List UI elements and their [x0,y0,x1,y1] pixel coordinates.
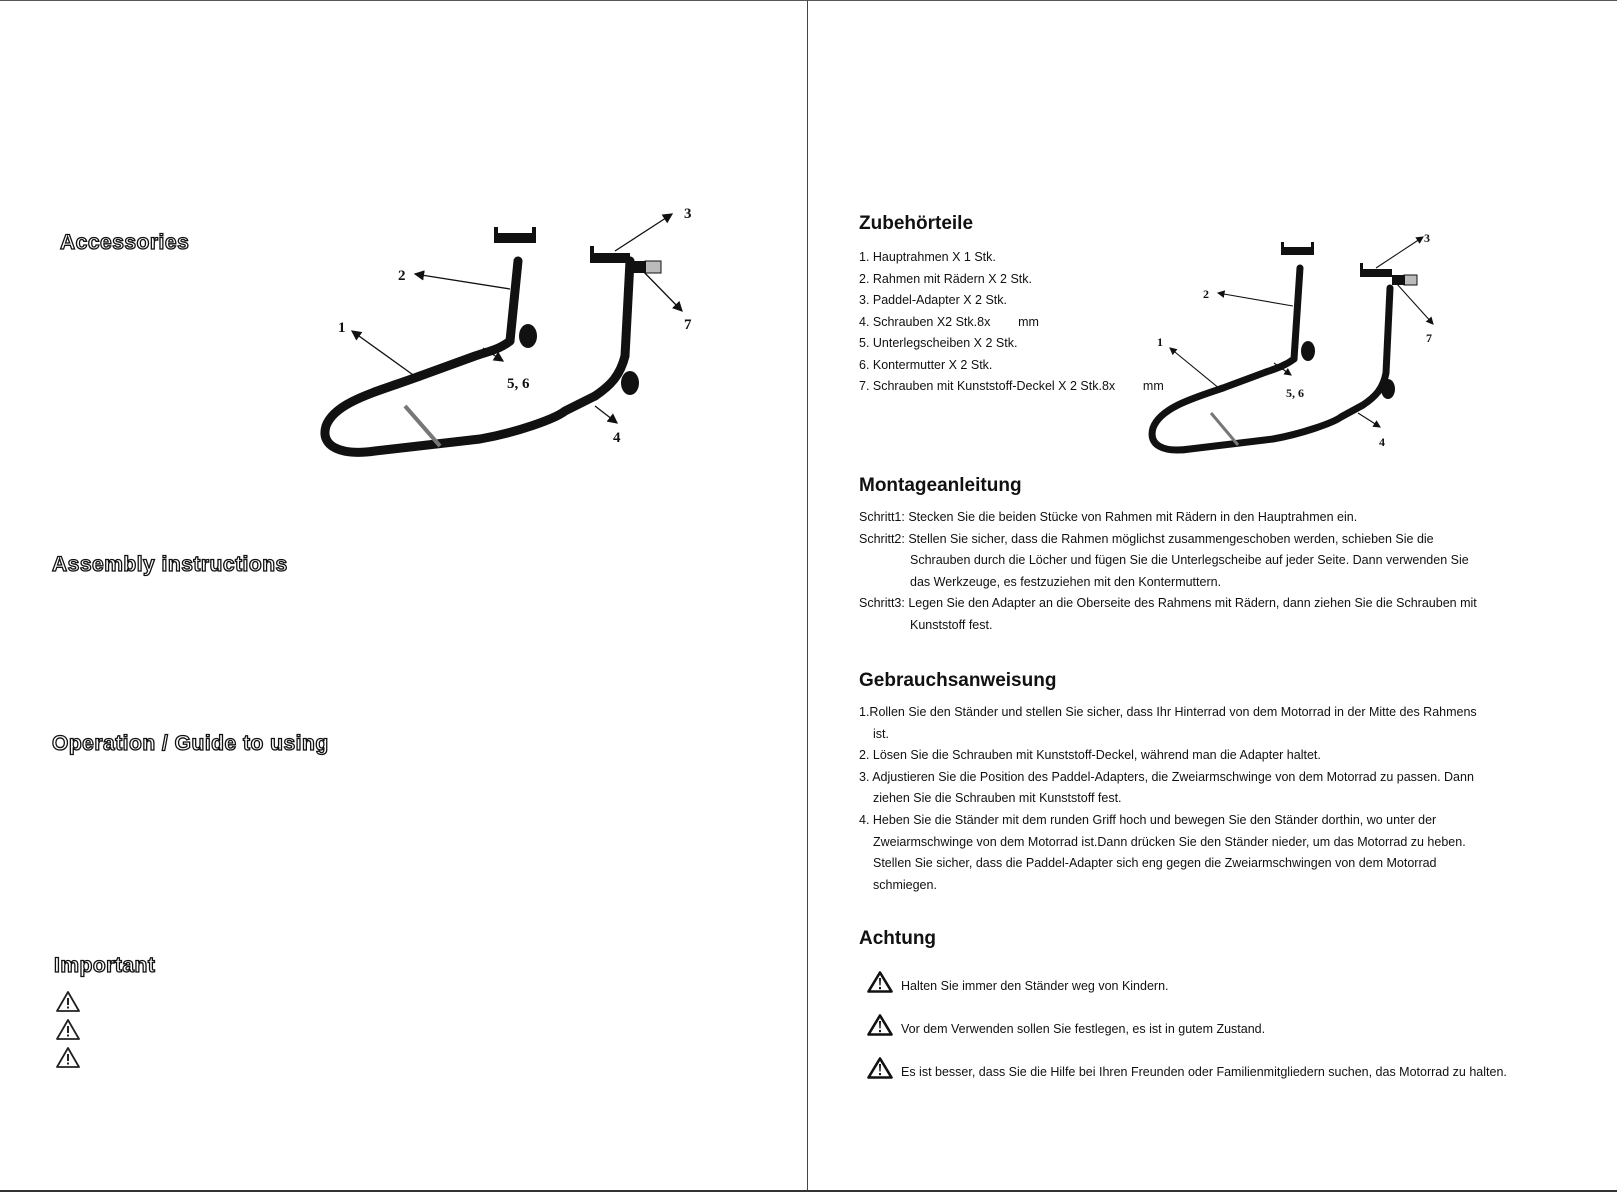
usage-step [859,810,1559,896]
callout-3: 3 [1424,231,1430,245]
caution-item [867,1057,1507,1079]
usage-title: Gebrauchsanweisung [859,670,1057,691]
step-continuation: ziehen Sie die Schrauben mit Kunststoff fest. [873,791,1122,806]
callout-1: 1 [1157,335,1163,349]
assembly-step [859,529,1549,594]
caution-text: Halten Sie immer den Ständer weg von Kindern. [901,979,1169,993]
warning-icon [867,1057,893,1079]
warning-icon [56,1019,80,1040]
warning-icon [56,1047,80,1068]
callout-2: 2 [398,268,406,284]
callout-4: 4 [613,430,621,446]
step-label: Schritt3: [859,596,909,611]
step-continuation: Kunststoff fest. [910,617,993,632]
assembly-title: Montageanleitung [859,475,1022,496]
step-label: Schritt1: [859,510,909,524]
assembly-heading: Assembly instructions [52,553,288,576]
stand-diagram-left [320,201,740,491]
step-text: Stellen Sie sicher, dass die Rahmen möglichst zusammengeschoben werden, schieben Sie die [908,531,1434,546]
stand-crossbar [405,406,440,446]
left-page [0,0,808,1192]
step-text: 3. Adjustieren Sie die Position des Paddel-Adapters, die Zweiarmschwinge von dem Motorrad zu passen. Dann [859,769,1474,784]
callout-7: 7 [684,317,692,333]
accessories-title: Zubehörteile [859,213,974,234]
step-continuation: Stellen Sie sicher, dass die Paddel-Adapter sich eng gegen die Zweiarmschwingen von dem Motorrad [873,856,1437,871]
step-continuation: Zweiarmschwinge von dem Motorrad ist.Dann drücken Sie den Ständer nieder, um das Motorrad zu heben. [873,834,1466,849]
assembly-steps [859,507,1549,637]
list-item: 2. Rahmen mit Rädern X 2 Stk. [859,271,1032,286]
warning-icon [867,971,893,993]
warning-icon [867,1014,893,1036]
usage-step [859,767,1559,810]
caution-item [867,971,1169,993]
list-item: 1. Hauptrahmen X 1 Stk. [859,250,996,264]
callout-7: 7 [1426,331,1432,345]
stand-crossbar [1211,413,1238,445]
caution-text: Vor dem Verwenden sollen Sie festlegen, es ist in gutem Zustand. [901,1022,1266,1036]
operation-heading: Operation / Guide to using [52,732,329,755]
step-text: 2. Lösen Sie die Schrauben mit Kunststoff-Deckel, während man die Adapter haltet. [859,748,1321,763]
list-item: 5. Unterlegscheiben X 2 Stk. [859,336,1018,350]
callout-5-6: 5, 6 [1286,386,1304,400]
list-item: 4. Schrauben X2 Stk.8x mm [859,314,1039,329]
step-text: 1.Rollen Sie den Ständer und stellen Sie sicher, dass Ihr Hinterrad von dem Motorrad in der Mitte des Rahmens [859,705,1477,719]
usage-step [859,745,1559,767]
right-page [808,0,1617,1192]
step-text: Legen Sie den Adapter an die Oberseite des Rahmens mit Rädern, dann ziehen Sie die Schrauben mit [908,596,1477,611]
warning-icon [56,991,80,1012]
callout-5-6: 5, 6 [507,376,530,392]
assembly-step [859,593,1549,636]
stand-diagram-right [1148,223,1468,478]
step-continuation: Schrauben durch die Löcher und fügen Sie die Unterlegscheibe auf jeder Seite. Dann verwenden Sie [910,553,1469,568]
list-item: 7. Schrauben mit Kunststoff-Deckel X 2 Stk.8x mm [859,379,1164,393]
callout-1: 1 [338,320,346,336]
callout-3: 3 [684,206,692,222]
important-heading: Important [54,954,156,977]
step-continuation: das Werkzeuge, es festzuziehen mit den Kontermuttern. [910,574,1222,589]
step-continuation: schmiegen. [873,877,937,892]
list-item: 6. Kontermutter X 2 Stk. [859,357,993,372]
step-label: Schritt2: [859,531,909,546]
callout-2: 2 [1203,287,1209,301]
usage-steps [859,702,1559,896]
usage-step [859,702,1559,745]
step-continuation: ist. [873,726,889,741]
assembly-step [859,507,1549,529]
stand-frame [1152,268,1390,450]
caution-item [867,1014,1265,1036]
callout-4: 4 [1379,435,1385,449]
stand-frame [325,261,630,452]
step-text: 4. Heben Sie die Ständer mit dem runden Griff hoch und bewegen Sie den Ständer dorthin, wo unter der [859,812,1437,827]
accessories-list [859,247,1164,398]
caution-text: Es ist besser, dass Sie die Hilfe bei Ihren Freunden oder Familienmitgliedern suchen, das Motorrad zu halten. [901,1065,1507,1079]
list-item: 3. Paddel-Adapter X 2 Stk. [859,293,1008,307]
caution-title: Achtung [859,928,937,949]
step-text: Stecken Sie die beiden Stücke von Rahmen mit Rädern in den Hauptrahmen ein. [908,510,1358,524]
accessories-heading: Accessories [60,231,190,254]
